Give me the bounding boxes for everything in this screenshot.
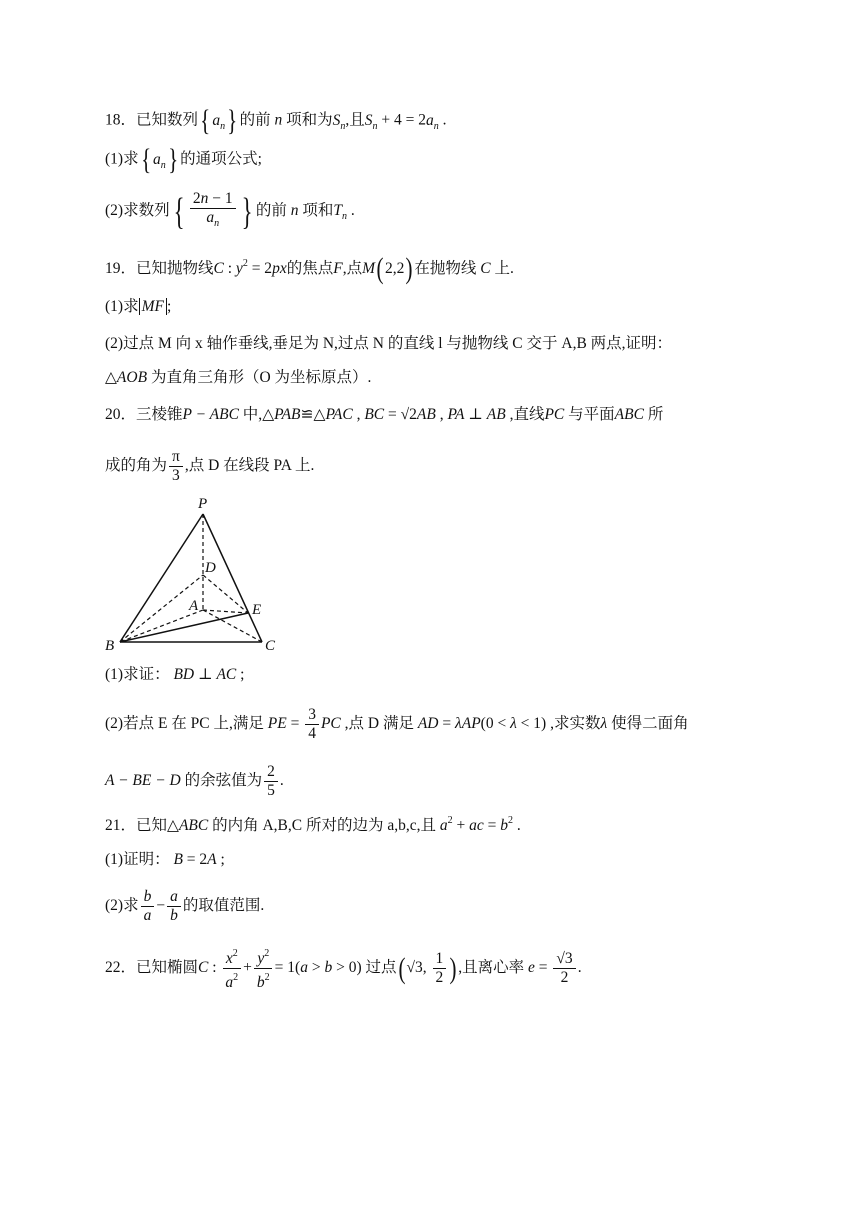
q20-part2: (2)若点 E 在 PC 上,满足 PE = $\frac{3}{4}$ PC ,点 D 满足 AD = λAP(0 < λ < 1) ,求实数λ 使得二面角 [105, 706, 689, 742]
tetrahedron-figure [100, 492, 300, 660]
q22-stem: 22．已知椭圆C : $\frac{x^2}{a^2}$ + $\frac{y^2}{b^2}$ = 1(a > b > 0) 过点(√3, $\frac{1}{2}$ ),且离心率 e = $\frac{√3}{2}$ . [105, 945, 582, 992]
label-A: A [189, 598, 199, 614]
q19-part2: (2)过点 M 向 x 轴作垂线,垂足为 N,过点 N 的直线 l 与抛物线 C 交于 A,B 两点,证明： [105, 335, 673, 352]
edge-BE [120, 613, 248, 642]
q18-part1: (1)求{ $a_n$} 的通项公式; [105, 143, 262, 176]
label-C: C [265, 638, 276, 654]
q19-part2-cont: △AOB 为直角三角形（O 为坐标原点）. [105, 369, 372, 386]
q18-part2: (2)求数列{ $\frac{2n - 1}{a_n}$ } 的前 n 项和$T_n$ . [105, 190, 355, 233]
q21-part1: (1)证明： B = 2A ; [105, 851, 225, 868]
q19-part1: (1)求 MF ; [105, 298, 172, 315]
q20-part1: (1)求证： BD ⊥ AC ; [105, 666, 245, 683]
q19-stem: 19．已知抛物线C : $y^2 = 2px$的焦点F,点M(2,2)在抛物线 C 上. [105, 252, 514, 286]
edge-DE [203, 575, 248, 613]
edge-PB [120, 514, 203, 642]
edge-PC [203, 514, 262, 642]
q21-stem: 21．已知△ABC 的内角 A,B,C 所对的边为 a,b,c,且 $a^2$ + ac = $b^2$ . [105, 815, 521, 834]
label-P: P [198, 496, 208, 512]
q21-part2: (2)求 $\frac{b}{a}$ − $\frac{a}{b}$ 的取值范围. [105, 888, 265, 924]
q18-stem: 18．已知数列{ $a_n$} 的前 n 项和为$S_n$,且$S_n + 4 = 2a_n$ . [105, 104, 447, 137]
label-B: B [105, 638, 115, 654]
label-D: D [205, 560, 216, 576]
q20-stem-cont: 成的角为 $\frac{\pi}{3}$ ,点 D 在线段 PA 上. [105, 448, 315, 484]
q20-part2-cont: A − BE − D 的余弦值为 $\frac{2}{5}$ . [105, 763, 284, 799]
q20-stem: 20．三棱锥P − ABC 中,△PAB≌△PAC , BC = √2AB , PA ⊥ AB ,直线PC 与平面ABC 所 [105, 406, 664, 423]
label-E: E [252, 602, 262, 618]
edge-AE [203, 610, 248, 613]
